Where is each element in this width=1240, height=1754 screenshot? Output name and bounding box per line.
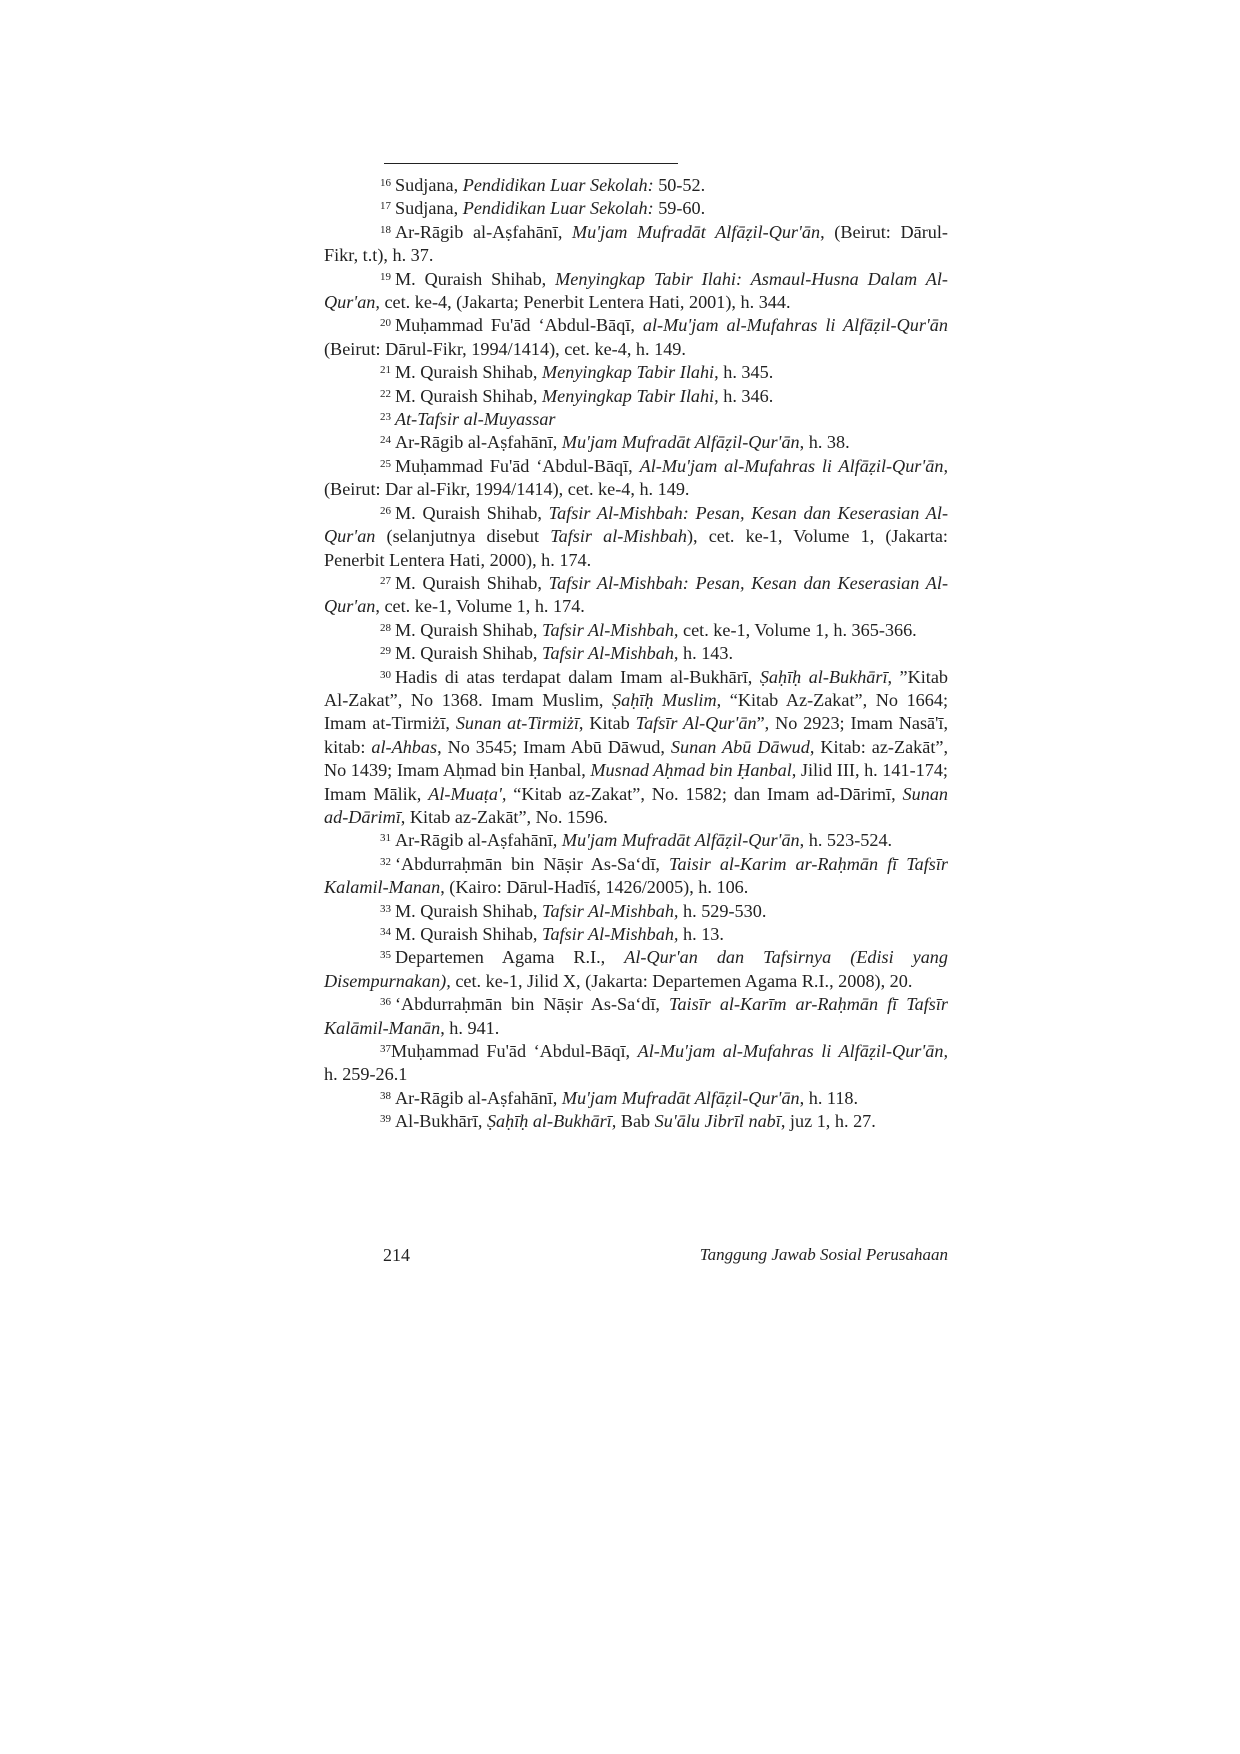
footnote-number: 18: [380, 223, 391, 236]
footnote-32: [324, 853, 948, 900]
footnote-text: M. Quraish Shihab, Tafsir Al-Mishbah: Pesan, Kesan dan Keserasian Al-Qur'an (selanjutnya disebut Tafsir al-Mishbah), cet. ke-1, Volume 1, (Jakarta: Penerbit Lentera Hati, 2000), h. 174.: [324, 502, 948, 570]
footnote-number: 26: [380, 504, 391, 517]
footnote-text: Sudjana, Pendidikan Luar Sekolah: 50-52.: [395, 175, 706, 195]
page-number: 214: [383, 1245, 410, 1265]
footnote-21: [324, 361, 948, 384]
footnote-number: 22: [380, 387, 391, 400]
page-footer: [383, 1245, 948, 1271]
footnote-number: 16: [380, 177, 391, 189]
footnote-number: 23: [380, 411, 391, 424]
footnote-37: [324, 1040, 948, 1087]
footnote-16: [324, 174, 948, 197]
footnote-text: M. Quraish Shihab, Tafsir Al-Mishbah, h. 143.: [395, 643, 734, 664]
footnote-number: 30: [380, 668, 391, 681]
footnote-text: M. Quraish Shihab, Tafsir Al-Mishbah, h. 13.: [395, 924, 724, 944]
footnote-text: At-Tafsir al-Muyassar: [395, 409, 556, 430]
footnote-text: Muḥammad Fu'ād ‘Abdul-Bāqī, al-Mu'jam al-Mufahras li Alfāẓil-Qur'ān (Beirut: Dārul-Fikr, 1994/1414), cet. ke-4, h. 149.: [324, 315, 948, 359]
footnote-19: [324, 268, 948, 315]
footnote-number: 33: [380, 902, 391, 915]
footnote-number: 31: [380, 832, 391, 845]
footnote-text: Ar-Rāgib al-Aṣfahānī, Mu'jam Mufradāt Alfāẓil-Qur'ān, (Beirut: Dārul-Fikr, t.t), h. 37.: [324, 221, 948, 266]
footnotes-section: [324, 163, 948, 1134]
footnote-17: [324, 197, 948, 220]
footnote-27: [324, 572, 948, 619]
footnote-text: Sudjana, Pendidikan Luar Sekolah: 59-60.: [395, 198, 706, 219]
footnote-text: Ar-Rāgib al-Aṣfahānī, Mu'jam Mufradāt Alfāẓil-Qur'ān, h. 523-524.: [395, 830, 893, 851]
footnote-20: [324, 314, 948, 361]
footnote-26: [324, 502, 948, 572]
footnote-number: 19: [380, 270, 391, 283]
footnote-text: M. Quraish Shihab, Menyingkap Tabir Ilahi, h. 345.: [395, 362, 774, 383]
footnote-text: M. Quraish Shihab, Menyingkap Tabir Ilahi, h. 346.: [395, 385, 774, 406]
footnote-29: [324, 642, 948, 665]
footnote-text: Ar-Rāgib al-Aṣfahānī, Mu'jam Mufradāt Alfāẓil-Qur'ān, h. 38.: [395, 432, 850, 453]
footnote-25: [324, 455, 948, 502]
footnote-number: 36: [380, 996, 391, 1009]
footnote-text: Muḥammad Fu'ād ‘Abdul-Bāqī, Al-Mu'jam al-Mufahras li Alfāẓil-Qur'ān, h. 259-26.1: [324, 1041, 948, 1085]
footnote-39: [324, 1110, 948, 1133]
footnote-text: Hadis di atas terdapat dalam Imam al-Bukhārī, Ṣaḥīḥ al-Bukhārī, ”Kitab Al-Zakat”, No 1368. Imam Muslim, Ṣaḥīḥ Muslim, “Kitab Az-Zakat”, No 1664; Imam at-Tirmiżī, Sunan at-Tirmiżī, Kitab Tafsīr Al-Qur'ān”, No 2923; Imam Nasā'ī, kitab: al-Ahbas, No 3545; Imam Abū Dāwud, Sunan Abū Dāwud, Kitab: az-Zakāt”, No 1439; Imam Aḥmad bin Ḥanbal, Musnad Aḥmad bin Ḥanbal, Jilid III, h. 141-174; Imam Mālik, Al-Muaṭa', “Kitab az-Zakat”, No. 1582; dan Imam ad-Dārimī, Sunan ad-Dārimī, Kitab az-Zakāt”, No. 1596.: [324, 666, 949, 827]
footnote-number: 27: [380, 574, 391, 587]
footnote-30: [324, 666, 948, 830]
footnote-38: [324, 1087, 948, 1110]
footnote-24: [324, 431, 948, 454]
footnote-number: 21: [380, 364, 391, 377]
footnote-text: M. Quraish Shihab, Tafsir Al-Mishbah, h. 529-530.: [395, 900, 767, 921]
footnote-text: ‘Abdurraḥmān bin Nāṣir As-Sa‘dī, Taisir al-Karim ar-Raḥmān fī Tafsīr Kalamil-Manan, (Kairo: Dārul-Hadīś, 1426/2005), h. 106.: [324, 853, 948, 898]
footnote-33: [324, 900, 948, 923]
footnote-text: Muḥammad Fu'ād ‘Abdul-Bāqī, Al-Mu'jam al-Mufahras li Alfāẓil-Qur'ān, (Beirut: Dar al-Fikr, 1994/1414), cet. ke-4, h. 149.: [324, 455, 948, 500]
footnote-number: 29: [380, 645, 391, 658]
footnote-number: 35: [380, 949, 391, 962]
footnote-text: ‘Abdurraḥmān bin Nāṣir As-Sa‘dī, Taisīr al-Karīm ar-Raḥmān fī Tafsīr Kalāmil-Manān, h. 941.: [324, 994, 948, 1038]
running-title: Tanggung Jawab Sosial Perusahaan: [699, 1245, 948, 1264]
footnote-text: Departemen Agama R.I., Al-Qur'an dan Tafsirnya (Edisi yang Disempurnakan), cet. ke-1, Jilid X, (Jakarta: Departemen Agama R.I., 2008), 20.: [324, 947, 948, 991]
footnote-34: [324, 923, 948, 946]
footnote-number: 38: [380, 1089, 391, 1102]
footnote-23: [324, 408, 948, 431]
footnote-number: 37: [380, 1043, 391, 1056]
footnote-number: 20: [380, 317, 391, 330]
footnote-number: 32: [380, 855, 391, 868]
footnote-text: Al-Bukhārī, Ṣaḥīḥ al-Bukhārī, Bab Su'ālu Jibrīl nabī, juz 1, h. 27.: [395, 1111, 876, 1132]
footnote-number: 39: [380, 1113, 391, 1126]
footnote-separator: [384, 163, 678, 164]
footnote-31: [324, 829, 948, 852]
footnote-number: 17: [380, 200, 391, 213]
footnote-number: 24: [380, 434, 391, 447]
footnote-number: 34: [380, 926, 391, 938]
footnote-number: 25: [380, 457, 391, 470]
footnote-list: [324, 174, 948, 1134]
footnote-28: [324, 619, 948, 642]
footnote-35: [324, 946, 948, 993]
footnote-36: [324, 993, 948, 1040]
footnote-22: [324, 385, 948, 408]
footnote-number: 28: [380, 621, 391, 634]
footnote-18: [324, 221, 948, 268]
footnote-text: Ar-Rāgib al-Aṣfahānī, Mu'jam Mufradāt Alfāẓil-Qur'ān, h. 118.: [395, 1087, 859, 1108]
footnote-text: M. Quraish Shihab, Tafsir Al-Mishbah, cet. ke-1, Volume 1, h. 365-366.: [395, 619, 917, 640]
footnote-text: M. Quraish Shihab, Tafsir Al-Mishbah: Pesan, Kesan dan Keserasian Al-Qur'an, cet. ke-1, Volume 1, h. 174.: [324, 572, 948, 617]
footnote-text: M. Quraish Shihab, Menyingkap Tabir Ilahi: Asmaul-Husna Dalam Al-Qur'an, cet. ke-4, (Jakarta; Penerbit Lentera Hati, 2001), h. 344.: [324, 268, 948, 313]
